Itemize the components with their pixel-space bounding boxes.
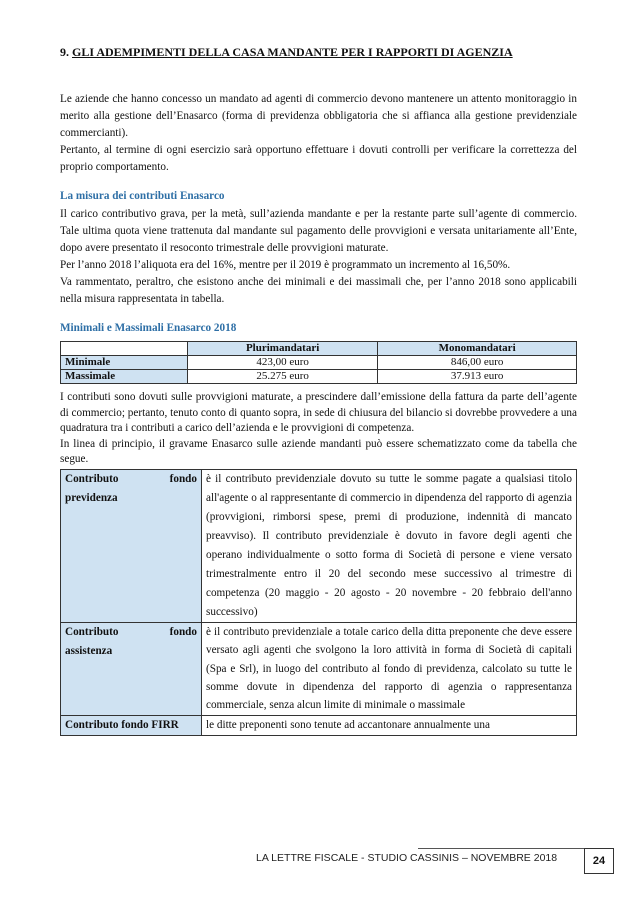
label-part: fondo <box>169 472 197 485</box>
carico-paragraph: Il carico contributivo grava, per la metà, sull’azienda mandante e per la restante parte sull’agente di commercio. Tale ultima quota viene trattenuta dal mandante sul pagamento delle provvigioni e versata unitariamente all’Ente, dopo avere presentato il resoconto trimestrale delle provvigioni maturate. <box>60 207 577 254</box>
cell-value: 846,00 euro <box>378 356 577 370</box>
section-title: GLI ADEMPIMENTI DELLA CASA MANDANTE PER I RAPPORTI DI AGENZIA <box>72 45 513 59</box>
table-header-mono: Monomandatari <box>378 342 577 356</box>
cell-value: 37.913 euro <box>378 370 577 384</box>
row-description: le ditte preponenti sono tenute ad accantonare annualmente una <box>202 715 577 735</box>
subheading-tabella: Minimali e Massimali Enasarco 2018 <box>60 322 237 335</box>
table-header-blank <box>61 342 188 356</box>
intro-paragraph: Le aziende che hanno concesso un mandato ad agenti di commercio devono mantenere un attento monitoraggio in merito alla gestione dell’Enasarco (forma di previdenza obbligatoria che si affianca alla gestione previdenziale commercianti). <box>60 93 577 140</box>
aliquota-paragraph: Per l’anno 2018 l’aliquota era del 16%, mentre per il 2019 è programmato un incremento al 16,50%. <box>60 258 511 271</box>
row-label: Contributo fondo FIRR <box>61 715 202 735</box>
row-label: Massimale <box>61 370 188 384</box>
label-part: fondo <box>169 625 197 638</box>
row-label <box>61 622 202 715</box>
table-header-row <box>61 342 577 356</box>
row-label: Minimale <box>61 356 188 370</box>
label-part: previdenza <box>65 491 118 504</box>
table-row <box>61 622 577 715</box>
cell-value: 25.275 euro <box>188 370 378 384</box>
minmax-table <box>60 341 577 384</box>
intro-paragraph-2: Pertanto, al termine di ogni esercizio sarà opportuno effettuare i dovuti controlli per verificare la correttezza del proprio comportamento. <box>60 144 577 174</box>
row-description: è il contributo previdenziale a totale carico della ditta preponente che deve essere versato agli agenti che svolgono la loro attività in forma di Società di capitali (Spa e Srl), in luogo del contributo al fondo di previdenza, calcolato su tutte le somme dovute in dipendenza del rapporto di agenzia o rappresentanza commerciale, senza alcun limite di minimale o massimale <box>202 622 577 715</box>
section-number: 9. <box>60 45 69 59</box>
dovuti-paragraph: I contributi sono dovuti sulle provvigioni maturate, a prescindere dall’emissione della fattura da parte dell’agente di commercio; pertanto, tenuto conto di quanto sopra, in sede di chiusura del bilancio si dovrebbe provvedere a una quadratura tra i contributi a carico dell’azienda e le provvigioni di competenza. <box>60 391 577 435</box>
linea-paragraph: In linea di principio, il gravame Enasarco sulle aziende mandanti può essere schematizzato come da tabella che segue. <box>60 437 577 466</box>
contributions-table <box>60 469 577 736</box>
label-part: Contributo <box>65 472 119 485</box>
table-header-pluri: Plurimandatari <box>188 342 378 356</box>
row-label <box>61 469 202 622</box>
table-row <box>61 370 577 384</box>
minimali-paragraph: Va rammentato, peraltro, che esistono anche dei minimali e dei massimali che, per l’anno 2018 sono applicabili nella misura rappresentata in tabella. <box>60 275 577 306</box>
subheading-misura: La misura dei contributi Enasarco <box>60 190 225 203</box>
table-row <box>61 715 577 735</box>
footer-rule <box>418 848 588 849</box>
page-footer: LA LETTRE FISCALE - STUDIO CASSINIS – NOVEMBRE 2018 <box>256 852 558 864</box>
page-number: 24 <box>584 848 614 874</box>
cell-value: 423,00 euro <box>188 356 378 370</box>
row-description: è il contributo previdenziale dovuto su tutte le somme pagate a qualsiasi titolo all'agente o al rappresentante di commercio in dipendenza del rapporto di agenzia (provvigioni, rimborsi spese, premi di produzione, indennità di mancato preavviso). Il contributo previdenziale è dovuto in favore degli agenti che operano individualmente o sotto forma di Società di persone e viene versato trimestralmente entro il 20 del secondo mese successivo al trimestre di competenza (20 maggio - 20 agosto - 20 novembre - 20 febbraio dell'anno successivo) <box>202 469 577 622</box>
page-content <box>60 40 577 736</box>
section-heading <box>60 45 577 60</box>
table-row <box>61 469 577 622</box>
table-row <box>61 356 577 370</box>
label-part: assistenza <box>65 644 113 657</box>
label-part: Contributo <box>65 625 119 638</box>
